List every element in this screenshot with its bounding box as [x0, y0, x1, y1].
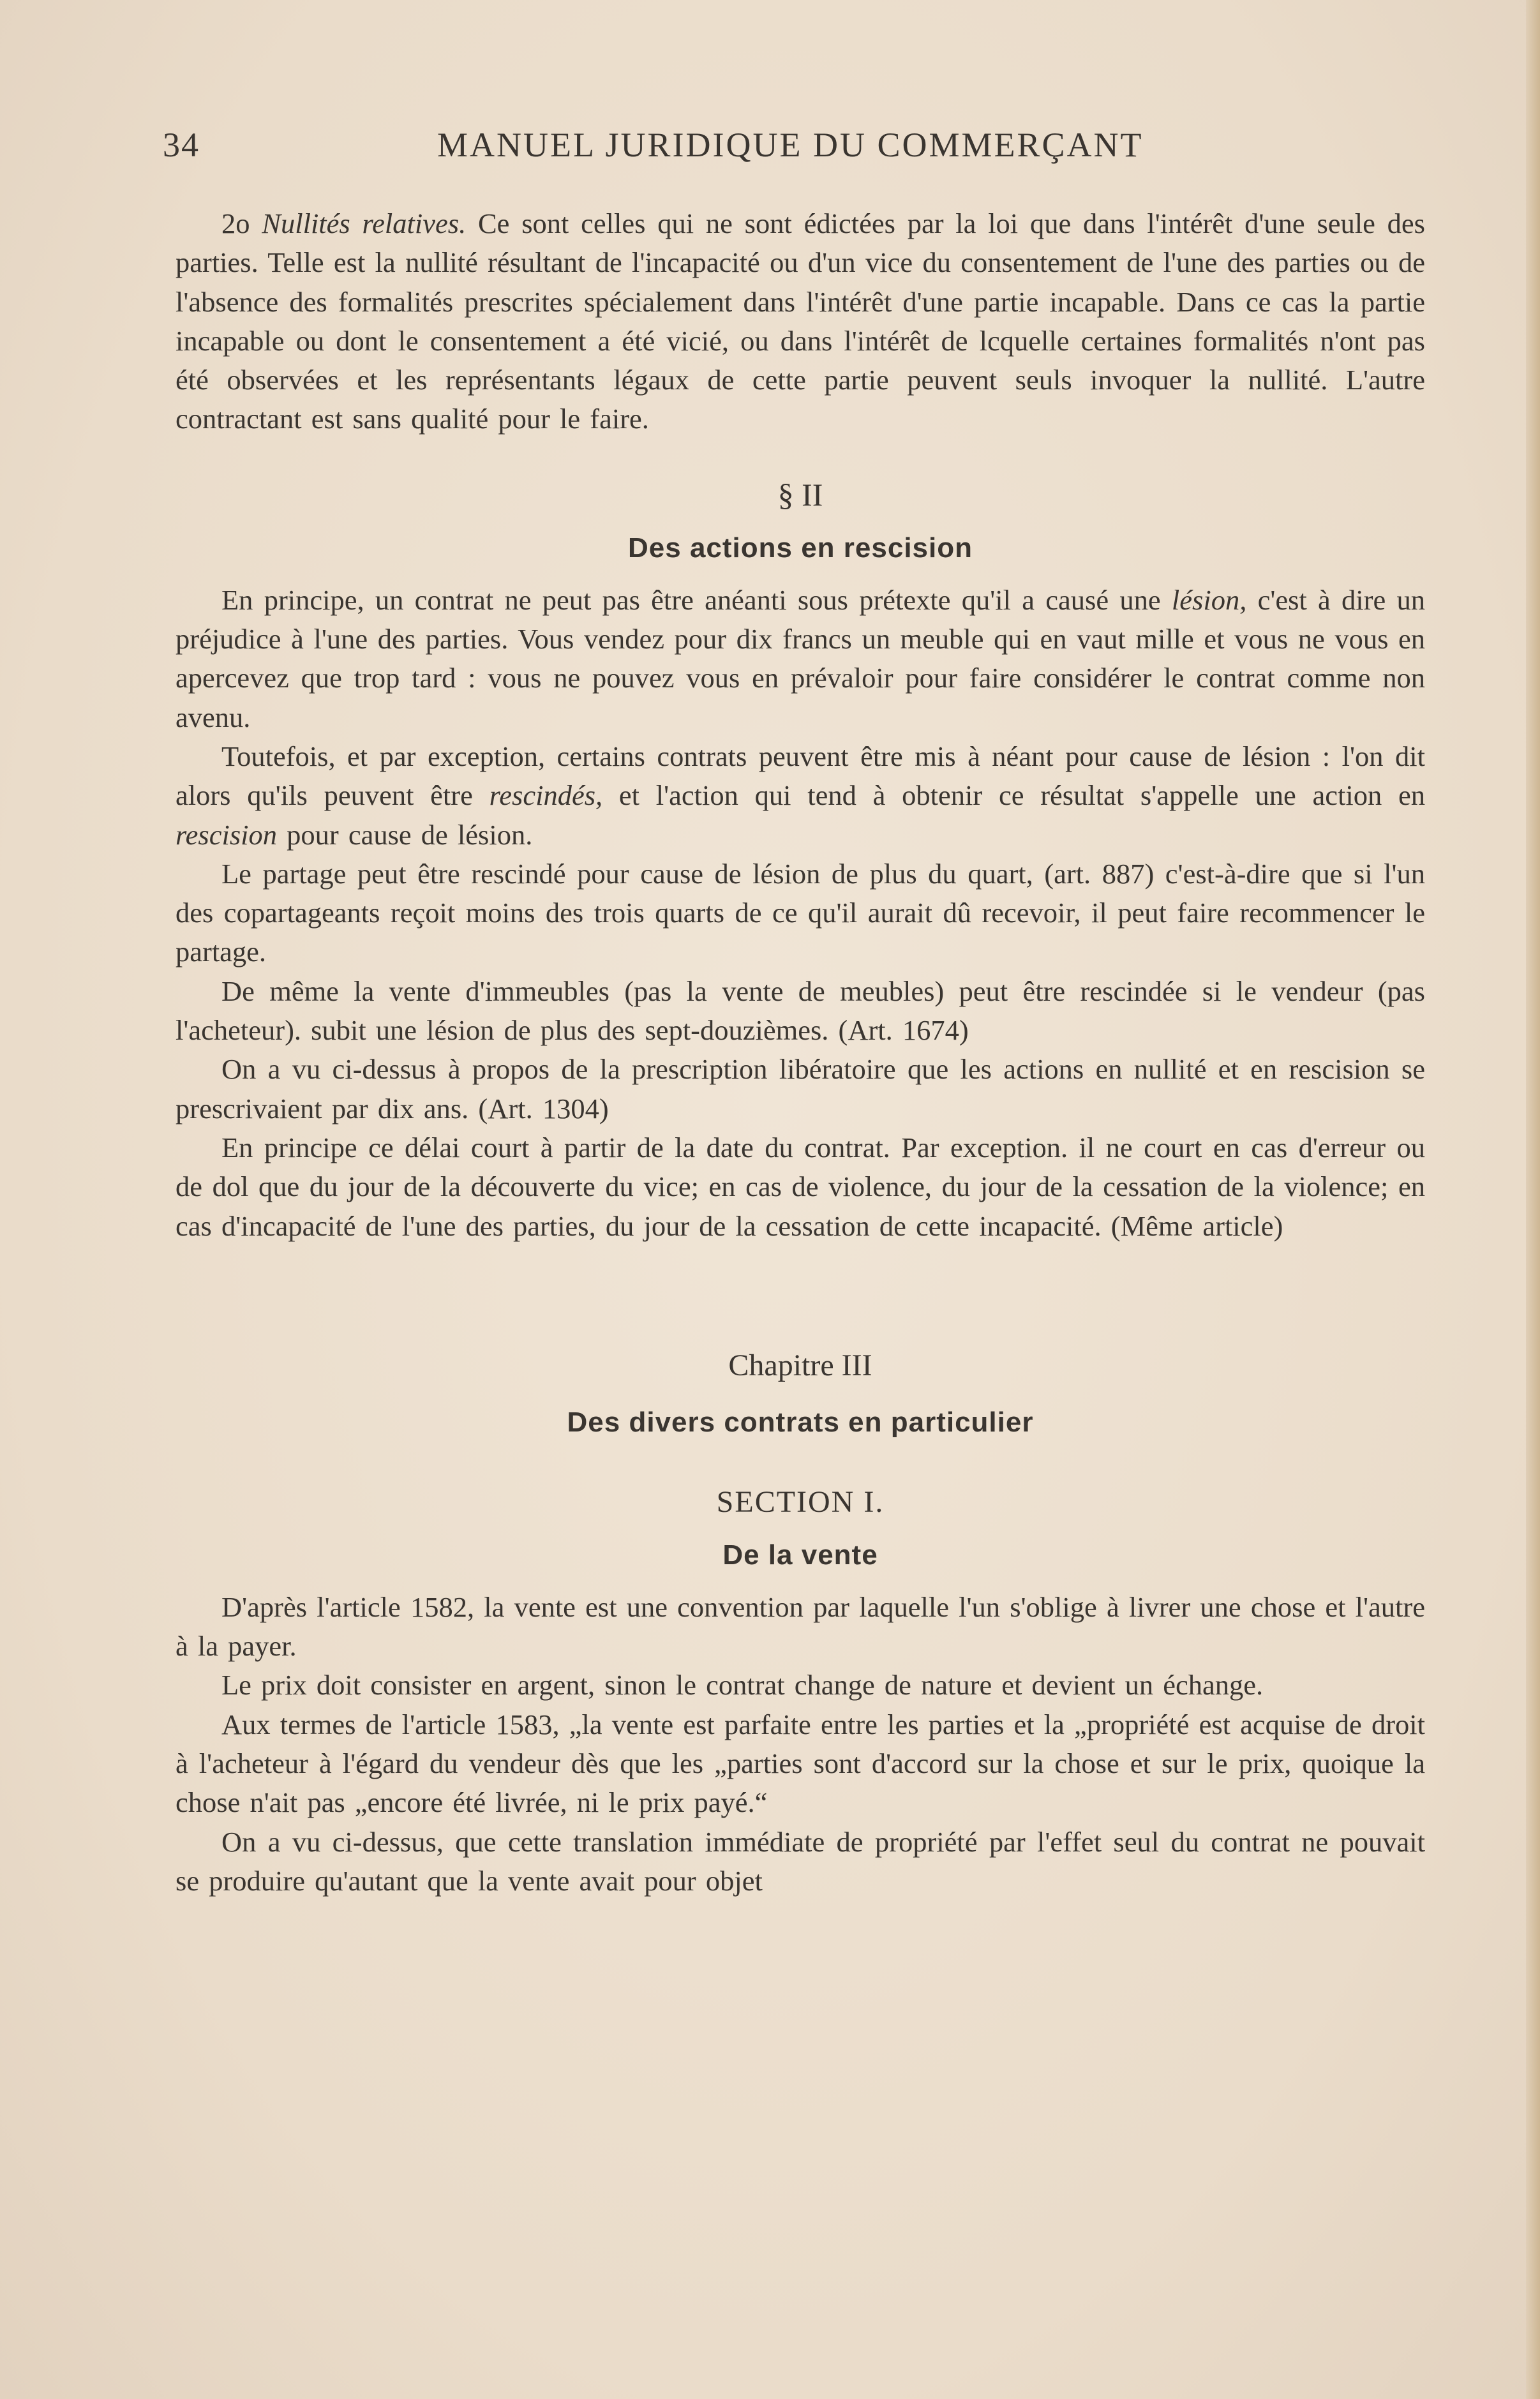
- heading-actions-rescision: Des actions en rescision: [628, 532, 973, 564]
- paragraph-text: Ce sont celles qui ne sont édictées par la loi que dans l'intérêt d'une seule des parties. Telle est la nullité résultant de l'incapacité ou d'un vice du consentement de l'une des parties ou de l'absence des formalités prescrites spécialement dans l'intérêt d'une partie incapable. Dans ce cas la partie incapable ou dont le consentement a été vicié, ou dans l'intérêt de lcquelle certaines formalités n'ont pas été observées et les représentants légaux de cette partie peuvent seuls invoquer la nullité. L'autre contractant est sans qualité pour le faire.: [176, 207, 1425, 435]
- heading-divers-contrats: Des divers contrats en particulier: [567, 1406, 1034, 1438]
- page-header: [163, 120, 1426, 177]
- page-body: [176, 204, 1425, 1901]
- list-number: 2o: [221, 207, 262, 239]
- paragraph-text: Toutefois, et par exception, certains contrats peuvent être mis à néant pour cause de lésion : l'on dit alors qu'ils peuvent être: [176, 740, 1425, 812]
- paragraph-article-1583: Aux termes de l'article 1583, „la vente est parfaite entre les parties et la „propriété est acquise de droit à l'acheteur à l'égard du vendeur dès que les „parties sont d'accord sur la chose et sur le prix, quoique la chose n'ait pas „encore été livrée, ni le prix payé.“: [176, 1708, 1425, 1819]
- page-edge: [1526, 0, 1540, 2399]
- paragraph-lesion: [176, 581, 1425, 737]
- paragraph-text: et l'action qui tend à obtenir ce résultat s'appelle une action en: [602, 779, 1425, 812]
- paragraph-translation-propriete: On a vu ci-dessus, que cette translation immédiate de propriété par l'effet seul du contrat ne pouvait se produire qu'autant que la vente avait pour objet: [176, 1825, 1425, 1897]
- paragraph-prix: Le prix doit consister en argent, sinon le contrat change de nature et devient un échange.: [221, 1669, 1264, 1701]
- section-title: SECTION I.: [716, 1484, 885, 1519]
- italic-term: rescision: [176, 818, 278, 851]
- paragraph-definition-vente: D'après l'article 1582, la vente est une convention par laquelle l'un s'oblige à livrer une chose et l'autre à la payer.: [176, 1590, 1425, 1663]
- paragraph-text: c'est à dire un préjudice à l'une des parties. Vous vendez pour dix francs un meuble qui en vaut mille et vous ne vous en apercevez que trop tard : vous ne pouvez vous en prévaloir pour faire considérer le contrat comme non avenu.: [176, 583, 1426, 733]
- paragraph-exception: [176, 737, 1425, 855]
- heading-vente: De la vente: [722, 1539, 878, 1571]
- italic-term: lésion,: [1171, 583, 1247, 616]
- italic-term: Nullités relatives.: [262, 207, 467, 239]
- paragraph-prescription: On a vu ci-dessus à propos de la prescription libératoire que les actions en nullité et en rescision se prescrivaient par dix ans. (Art. 1304): [176, 1053, 1425, 1125]
- paragraph-text: pour cause de lésion.: [277, 818, 533, 851]
- page-number: 34: [163, 126, 200, 164]
- chapter-title: Chapitre III: [728, 1348, 872, 1382]
- paragraph-nullites-relatives: [176, 204, 1425, 439]
- running-title: MANUEL JURIDIQUE DU COMMERÇANT: [437, 126, 1144, 164]
- paragraph-vente-immeubles: De même la vente d'immeubles (pas la vente de meubles) peut être rescindée si le vendeur (pas l'acheteur). subit une lésion de plus des sept-douzièmes. (Art. 1674): [176, 975, 1425, 1047]
- paragraph-text: En principe, un contrat ne peut pas être anéanti sous prétexte qu'il a causé une: [221, 583, 1172, 616]
- section-mark: § II: [777, 476, 823, 512]
- paragraph-partage: Le partage peut être rescindé pour cause de lésion de plus du quart, (art. 887) c'est-à-dire que si l'un des copartageants reçoit moins des trois quarts de ce qu'il aurait dû recevoir, il peut faire recommencer le partage.: [176, 857, 1425, 968]
- paragraph-delai: En principe ce délai court à partir de la date du contrat. Par exception. il ne court en cas d'erreur ou de dol que du jour de la découverte du vice; en cas de violence, du jour de la cessation de la violence; en cas d'incapacité de l'une des parties, du jour de la cessation de cette incapacité. (Même article): [176, 1131, 1425, 1242]
- italic-term: rescindés,: [489, 779, 603, 812]
